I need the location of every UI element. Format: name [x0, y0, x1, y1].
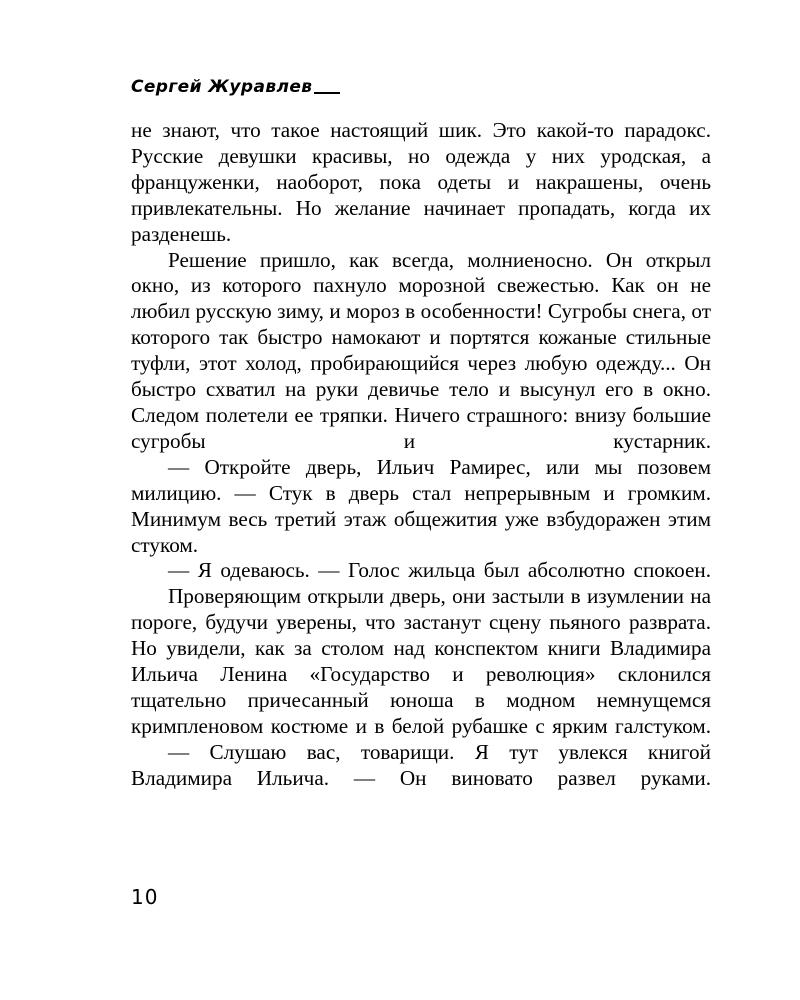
paragraph-5: Проверяющим открыли дверь, они застыли в изумлении на пороге, будучи уверены, что застанут сцену пьяного разврата. Но увидели, как за столом над конспектом книги Владимира Ильича Ленина «Государство и революция» склонился тщательно причесанный юноша в модном немнущемся кримпленовом костюме и в белой рубашке с ярким галстуком. — [131, 584, 711, 738]
page-number: 10 — [131, 885, 159, 909]
paragraph-4: — Я одеваюсь. — Голос жильца был абсолютно спокоен. — [168, 558, 711, 583]
running-head-rule — [314, 92, 340, 94]
paragraph-1: не знают, что такое настоящий шик. Это какой-то парадокс. Русские девушки красивы, но одежда у них уродская, а француженки, наоборот, пока одеты и накрашены, очень привлекательны. Но желание начинает пропадать, когда их разденешь. — [131, 118, 711, 246]
running-head-author: Сергей Журавлев — [131, 77, 313, 97]
body-text — [131, 118, 711, 792]
paragraph-3: — Откройте дверь, Ильич Рамирес, или мы позовем милицию. — Стук в дверь стал непрерывным и громким. Минимум весь третий этаж общежития уже взбудоражен этим стуком. — [131, 454, 711, 557]
paragraph-2: Решение пришло, как всегда, молниеносно. Он открыл окно, из которого пахнуло морозной свежестью. Как он не любил русскую зиму, и мороз в особенности! Сугробы снега, от которого так быстро намокают и портятся кожаные стильные туфли, этот холод, пробирающийся через любую одежду... Он быстро схватил на руки девичье тело и высунул его в окно. Следом полетели ее тряпки. Ничего страшного: внизу большие сугробы и кустарник. — [131, 247, 711, 453]
running-head — [131, 76, 340, 98]
paragraph-6: — Слушаю вас, товарищи. Я тут увлекся книгой Владимира Ильича. — Он виновато развел руками. — [131, 739, 711, 790]
